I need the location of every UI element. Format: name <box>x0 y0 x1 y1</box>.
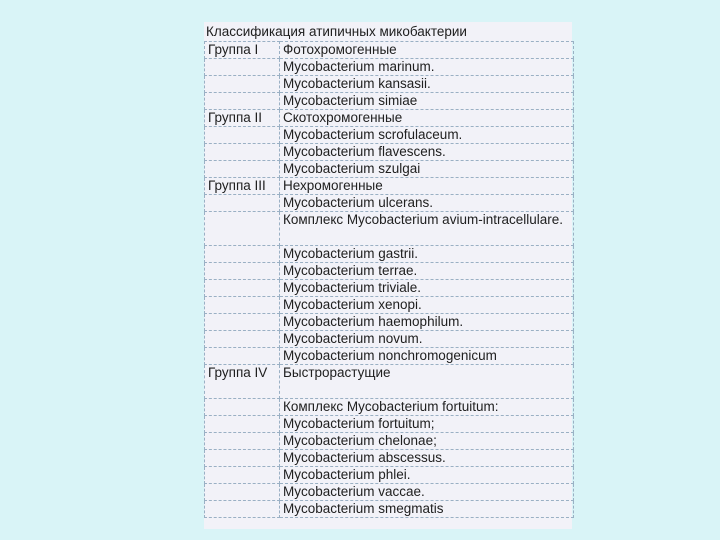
table-row <box>205 246 574 263</box>
group-cell <box>205 280 280 297</box>
table-row <box>205 348 574 365</box>
species-cell: Mycobacterium fortuitum; <box>280 416 574 433</box>
table-row <box>205 314 574 331</box>
species-cell: Комплекс Mycobacterium avium-intracellulare. <box>280 212 574 246</box>
table-row <box>205 501 574 518</box>
group-cell <box>205 416 280 433</box>
species-cell: Mycobacterium triviale. <box>280 280 574 297</box>
table-row <box>205 110 574 127</box>
table-row <box>205 93 574 110</box>
table-row <box>205 365 574 399</box>
species-cell: Mycobacterium marinum. <box>280 59 574 76</box>
group-cell <box>205 501 280 518</box>
species-cell: Mycobacterium phlei. <box>280 467 574 484</box>
group-cell <box>205 484 280 501</box>
group-cell <box>205 93 280 110</box>
species-cell: Mycobacterium abscessus. <box>280 450 574 467</box>
species-cell: Mycobacterium smegmatis <box>280 501 574 518</box>
group-cell: Группа IV <box>205 365 280 399</box>
species-cell: Быстрорастущие <box>280 365 574 399</box>
table-row <box>205 42 574 59</box>
table-row <box>205 59 574 76</box>
species-cell: Mycobacterium terrae. <box>280 263 574 280</box>
table-row <box>205 127 574 144</box>
table-row <box>205 297 574 314</box>
group-cell <box>205 263 280 280</box>
group-cell <box>205 331 280 348</box>
group-cell <box>205 127 280 144</box>
table-row <box>205 195 574 212</box>
species-cell: Скотохромогенные <box>280 110 574 127</box>
species-cell: Mycobacterium chelonae; <box>280 433 574 450</box>
group-cell <box>205 161 280 178</box>
table-row <box>205 212 574 246</box>
classification-sheet <box>204 22 572 529</box>
species-cell: Mycobacterium nonchromogenicum <box>280 348 574 365</box>
species-cell: Mycobacterium haemophilum. <box>280 314 574 331</box>
table-row <box>205 331 574 348</box>
group-cell <box>205 348 280 365</box>
group-cell <box>205 59 280 76</box>
species-cell: Фотохромогенные <box>280 42 574 59</box>
group-cell: Группа II <box>205 110 280 127</box>
group-cell <box>205 144 280 161</box>
species-cell: Нехромогенные <box>280 178 574 195</box>
table-row <box>205 161 574 178</box>
group-cell <box>205 212 280 246</box>
species-cell: Комплекс Mycobacterium fortuitum: <box>280 399 574 416</box>
table-row <box>205 484 574 501</box>
group-cell <box>205 195 280 212</box>
species-cell: Mycobacterium ulcerans. <box>280 195 574 212</box>
group-cell <box>205 297 280 314</box>
table-row <box>205 399 574 416</box>
group-cell <box>205 433 280 450</box>
group-cell <box>205 399 280 416</box>
species-cell: Mycobacterium vaccae. <box>280 484 574 501</box>
table-row <box>205 280 574 297</box>
group-cell: Группа III <box>205 178 280 195</box>
species-cell: Mycobacterium scrofulaceum. <box>280 127 574 144</box>
species-cell: Mycobacterium gastrii. <box>280 246 574 263</box>
table-row <box>205 450 574 467</box>
table-row <box>205 467 574 484</box>
group-cell: Группа I <box>205 42 280 59</box>
species-cell: Mycobacterium xenopi. <box>280 297 574 314</box>
classification-table <box>204 41 574 518</box>
group-cell <box>205 246 280 263</box>
table-row <box>205 263 574 280</box>
group-cell <box>205 450 280 467</box>
species-cell: Mycobacterium simiae <box>280 93 574 110</box>
table-row <box>205 76 574 93</box>
group-cell <box>205 76 280 93</box>
table-row <box>205 433 574 450</box>
table-title: Классификация атипичных микобактерии <box>206 24 467 39</box>
table-row <box>205 178 574 195</box>
table-row <box>205 416 574 433</box>
group-cell <box>205 314 280 331</box>
species-cell: Mycobacterium szulgai <box>280 161 574 178</box>
species-cell: Mycobacterium kansasii. <box>280 76 574 93</box>
species-cell: Mycobacterium flavescens. <box>280 144 574 161</box>
group-cell <box>205 467 280 484</box>
table-row <box>205 144 574 161</box>
species-cell: Mycobacterium novum. <box>280 331 574 348</box>
